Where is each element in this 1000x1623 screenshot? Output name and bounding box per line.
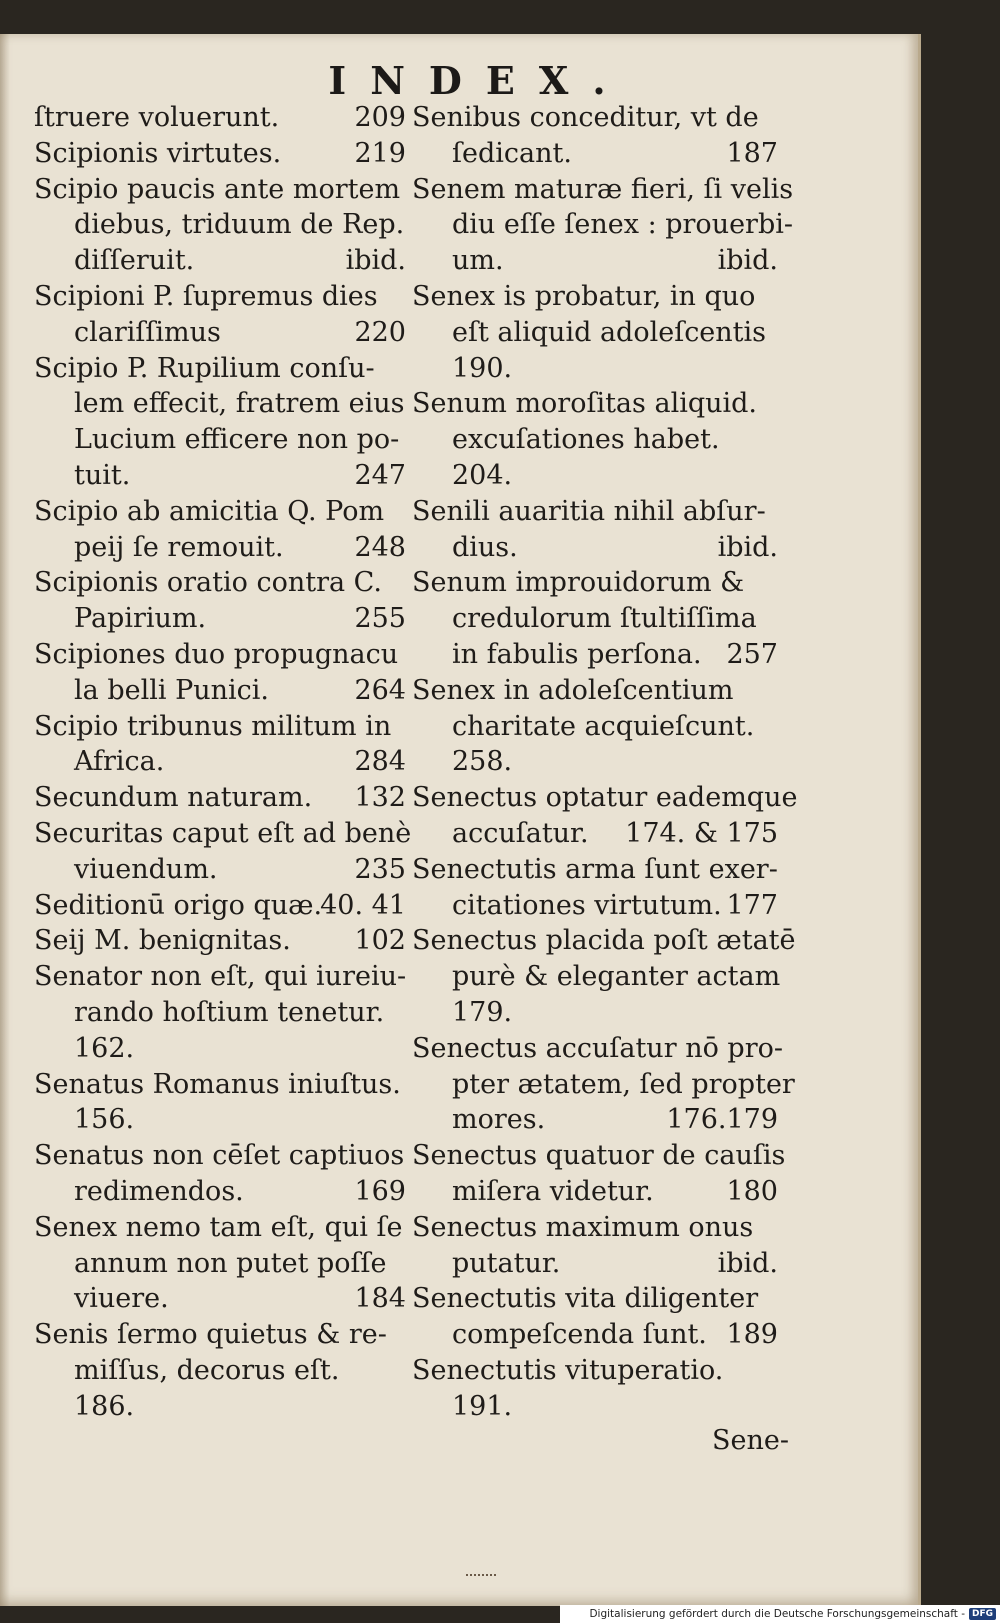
index-entry-line (412, 207, 794, 243)
index-entry-line (412, 1389, 778, 1425)
entry-text: pter ætatem, ſed propter (452, 1068, 795, 1100)
index-entry-line (412, 243, 778, 279)
index-column-left (34, 100, 412, 1424)
entry-text: Scipio ab amicitia Q. Pom (34, 495, 385, 527)
index-entry-line (412, 1353, 778, 1389)
book-page (0, 34, 921, 1606)
index-entry-line (412, 1102, 778, 1138)
index-entry-line (34, 172, 406, 208)
index-entry-line (412, 888, 778, 924)
index-entry-line (34, 351, 406, 387)
entry-page-ref: 40. 41 (320, 889, 406, 921)
index-entry-line (412, 637, 778, 673)
index-entry-line (34, 207, 406, 243)
entry-text: Secundum naturam. (34, 782, 313, 814)
entry-page-ref: 264 (354, 674, 406, 706)
index-entry-line (412, 565, 778, 601)
entry-text: Senectus optatur eademque (412, 782, 798, 814)
index-entry-line (34, 1067, 406, 1103)
entry-text: compeſcenda ſunt. (452, 1319, 707, 1351)
entry-page-ref: 220 (354, 316, 406, 348)
entry-text: diu eſſe ſenex : prouerbi- (452, 209, 794, 241)
entry-text: 191. (452, 1390, 513, 1422)
entry-text: Senibus conceditur, vt de (412, 102, 759, 133)
entry-page-ref: 248 (354, 531, 406, 563)
entry-text: Papirium. (74, 603, 207, 635)
index-entry-line (34, 744, 406, 780)
index-entry-line (34, 1210, 406, 1246)
entry-text: Senectus placida poſt ætatē (412, 925, 796, 957)
index-entry-line (34, 1102, 406, 1138)
index-column-right (412, 100, 798, 1424)
index-entry-line (34, 995, 406, 1031)
entry-text: Senator non eſt, qui iureiu- (34, 961, 407, 993)
entry-text: Scipio P. Rupilium conſu- (34, 352, 375, 384)
entry-text: clariſſimus (74, 316, 221, 348)
entry-page-ref: 180 (726, 1175, 778, 1207)
entry-text: Senum improuidorum & (412, 567, 745, 599)
index-entry-line (34, 1317, 406, 1353)
entry-text: charitate acquieſcunt. (452, 710, 755, 742)
index-entry-line (34, 422, 406, 458)
entry-text: Scipio tribunus militum in (34, 710, 392, 742)
entry-text: viuere. (74, 1283, 169, 1315)
entry-text: Senectus accuſatur nō pro- (412, 1032, 783, 1064)
index-entry-line (34, 637, 406, 673)
index-entry-line (34, 1281, 406, 1317)
index-entry-line (412, 1317, 778, 1353)
entry-text: Senex nemo tam eſt, qui ſe (34, 1211, 403, 1243)
entry-text: eſt aliquid adoleſcentis (452, 316, 767, 348)
index-entry-line (34, 1174, 406, 1210)
entry-text: Scipioni P. ſupremus dies (34, 280, 378, 312)
index-entry-line (412, 530, 778, 566)
index-entry-line (34, 458, 406, 494)
index-entry-line (34, 780, 406, 816)
entry-text: Senectutis vituperatio. (412, 1354, 724, 1386)
entry-text: annum non putet poſſe (74, 1247, 387, 1279)
entry-text: mores. (452, 1104, 546, 1136)
index-entry-line (412, 100, 778, 136)
index-entry-line (412, 351, 778, 387)
digitization-footer (560, 1605, 1000, 1623)
index-entry-line (34, 530, 406, 566)
index-entry-line (34, 959, 406, 995)
index-entry-line (34, 136, 406, 172)
entry-text: 258. (452, 746, 513, 778)
index-entry-line (34, 601, 406, 637)
index-entry-line (412, 1281, 778, 1317)
index-entry-line (412, 780, 798, 816)
entry-text: 179. (452, 996, 513, 1028)
entry-text: Senex is probatur, in quo (412, 280, 756, 312)
entry-text: viuendum. (74, 853, 218, 885)
index-entry-line (34, 1246, 406, 1282)
index-entry-line (34, 852, 406, 888)
index-entry-line (34, 386, 406, 422)
entry-text: Seditionū origo quæ. (34, 889, 323, 921)
binding-stitch-mark (466, 1574, 496, 1586)
entry-page-ref: ibid. (717, 245, 778, 277)
entry-text: 204. (452, 459, 513, 491)
entry-text: tuit. (74, 459, 131, 491)
entry-text: dius. (452, 531, 518, 563)
index-entry-line (34, 673, 406, 709)
index-entry-line (34, 816, 412, 852)
entry-text: Senectutis arma ſunt exer- (412, 853, 778, 885)
entry-text: um. (452, 245, 504, 277)
entry-text: Lucium efficere non po- (74, 424, 400, 456)
index-entry-line (34, 1353, 406, 1389)
index-entry-line (412, 601, 778, 637)
entry-text: Senum moroſitas aliquid. (412, 388, 758, 420)
entry-text: Senatus Romanus iniuſtus. (34, 1068, 401, 1100)
index-entry-line (412, 494, 778, 530)
entry-page-ref: 247 (354, 459, 406, 491)
index-entry-line (412, 1174, 778, 1210)
index-entry-line (34, 315, 406, 351)
entry-page-ref: 177 (726, 889, 778, 921)
index-entry-line (34, 100, 406, 136)
index-entry-line (412, 923, 796, 959)
entry-page-ref: 174. & 175 (625, 817, 778, 849)
entry-text: miſſus, decorus eſt. (74, 1354, 340, 1386)
entry-text: Senili auaritia nihil abſur- (412, 495, 766, 527)
dfg-logo-icon: DFG (969, 1608, 996, 1620)
entry-text: miſera videtur. (452, 1175, 654, 1207)
entry-page-ref: 184 (354, 1283, 406, 1315)
entry-page-ref: 235 (354, 853, 406, 885)
entry-text: Senem maturæ fieri, ſi velis (412, 173, 794, 205)
entry-page-ref: 255 (354, 603, 406, 635)
entry-text: Senectus maximum onus (412, 1211, 754, 1243)
entry-text: 162. (74, 1032, 135, 1064)
index-entry-line (34, 709, 406, 745)
entry-text: la belli Punici. (74, 674, 269, 706)
index-entry-line (412, 1210, 778, 1246)
entry-text: Senex in adoleſcentium (412, 674, 734, 706)
entry-text: excuſationes habet. (452, 424, 720, 456)
index-entry-line (34, 1031, 406, 1067)
entry-page-ref: 257 (726, 638, 778, 670)
entry-text: Senatus non cēſet captiuos (34, 1140, 405, 1172)
footer-text: Digitalisierung gefördert durch die Deutsche Forschungsgemeinschaft - (589, 1608, 965, 1620)
index-entry-line (412, 709, 778, 745)
index-entry-line (412, 1067, 795, 1103)
index-entry-line (412, 1031, 783, 1067)
entry-page-ref: 176.179 (666, 1104, 778, 1136)
index-entry-line (412, 172, 794, 208)
index-entry-line (412, 1138, 786, 1174)
entry-text: Senis ſermo quietus & re- (34, 1319, 387, 1351)
entry-text: in fabulis perſona. (452, 638, 702, 670)
entry-text: peij ſe remouit. (74, 531, 284, 563)
entry-text: credulorum ſtultiſſima (452, 603, 757, 635)
entry-text: Scipionis virtutes. (34, 137, 282, 169)
index-entry-line (34, 1138, 406, 1174)
entry-text: diebus, triduum de Rep. (74, 209, 405, 241)
entry-text: Seij M. benignitas. (34, 925, 291, 957)
entry-text: putatur. (452, 1247, 561, 1279)
index-entry-line (412, 959, 781, 995)
index-entry-line (412, 852, 778, 888)
index-entry-line (412, 744, 778, 780)
entry-text: citationes virtutum. (452, 889, 722, 921)
entry-page-ref: 187 (726, 137, 778, 169)
index-entry-line (412, 136, 778, 172)
entry-page-ref: 284 (354, 746, 406, 778)
entry-text: Senectutis vita diligenter (412, 1283, 759, 1315)
entry-text: accuſatur. (452, 817, 589, 849)
index-entry-line (34, 923, 406, 959)
entry-page-ref: ibid. (345, 245, 406, 277)
index-entry-line (34, 565, 406, 601)
entry-page-ref: 219 (354, 137, 406, 169)
entry-text: purè & eleganter actam (452, 961, 781, 993)
entry-text: ſedicant. (452, 137, 572, 169)
index-entry-line (34, 888, 406, 924)
entry-text: Securitas caput eſt ad benè (34, 817, 412, 849)
entry-text: Scipio paucis ante mortem (34, 173, 401, 205)
entry-text: Senectus quatuor de cauſis (412, 1140, 786, 1172)
index-entry-line (34, 494, 406, 530)
index-entry-line (412, 673, 778, 709)
index-entry-line (412, 279, 778, 315)
index-entry-line (412, 816, 778, 852)
entry-page-ref: ibid. (717, 531, 778, 563)
entry-text: redimendos. (74, 1175, 244, 1207)
entry-text: rando hoſtium tenetur. (74, 996, 385, 1028)
page-header: INDEX. (328, 58, 630, 103)
entry-text: Africa. (74, 746, 165, 778)
entry-page-ref: 102 (354, 925, 406, 957)
entry-page-ref: 209 (354, 102, 406, 133)
entry-text: diſſeruit. (74, 245, 195, 277)
entry-text: Scipionis oratio contra C. (34, 567, 382, 599)
entry-text: ſtruere voluerunt. (34, 102, 280, 133)
index-entry-line (34, 279, 406, 315)
index-entry-line (412, 1246, 778, 1282)
entry-text: Scipiones duo propugnacu (34, 638, 399, 670)
entry-text: lem effecit, fratrem eius (74, 388, 405, 420)
entry-page-ref: 189 (726, 1319, 778, 1351)
entry-text: 190. (452, 352, 513, 384)
entry-page-ref: ibid. (717, 1247, 778, 1279)
index-entry-line (412, 315, 778, 351)
entry-page-ref: 132 (354, 782, 406, 814)
index-entry-line (34, 243, 406, 279)
catchword: Sene- (712, 1425, 789, 1456)
index-entry-line (412, 458, 778, 494)
entry-text: 186. (74, 1390, 135, 1422)
index-entry-line (34, 1389, 406, 1425)
index-entry-line (412, 422, 778, 458)
index-entry-line (412, 995, 778, 1031)
entry-page-ref: 169 (354, 1175, 406, 1207)
index-entry-line (412, 386, 778, 422)
entry-text: 156. (74, 1104, 135, 1136)
